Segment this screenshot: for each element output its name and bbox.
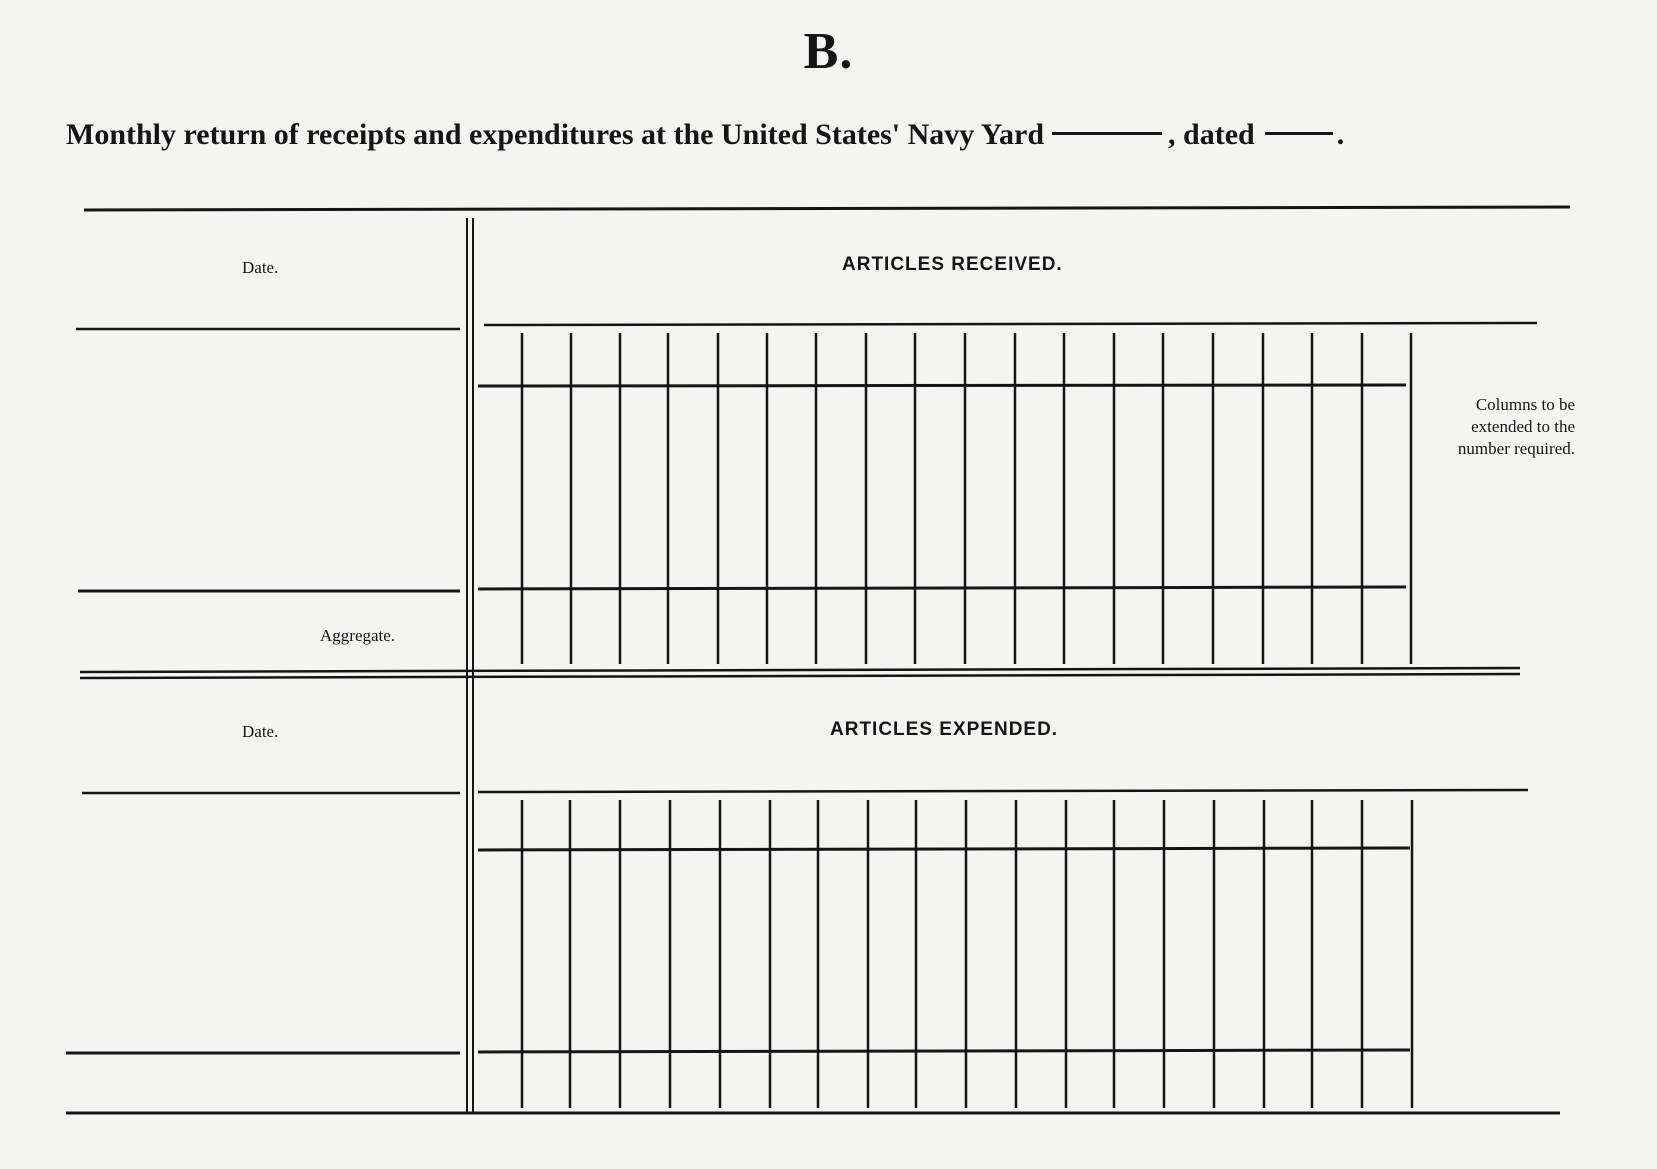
received-totals-line bbox=[478, 587, 1406, 589]
expended-columns bbox=[522, 800, 1412, 1108]
section-rule-b bbox=[80, 674, 1520, 678]
heading-letter: B. bbox=[803, 23, 854, 80]
expended-heading: ARTICLES EXPENDED. bbox=[830, 719, 1059, 740]
received-heading-underline bbox=[484, 323, 1537, 325]
expended-totals-line bbox=[478, 1050, 1410, 1052]
form-title-end: . bbox=[1336, 118, 1345, 151]
received-sub-header-line bbox=[478, 385, 1406, 386]
form-title-dated: , dated bbox=[1168, 118, 1255, 151]
columns-note-line-3: number required. bbox=[1457, 439, 1575, 458]
aggregate-label: Aggregate. bbox=[320, 626, 396, 645]
top-rule bbox=[84, 207, 1570, 210]
columns-note-line-2: extended to the bbox=[1471, 417, 1575, 436]
section-rule-a bbox=[80, 668, 1520, 672]
expended-date-label: Date. bbox=[242, 722, 279, 741]
form-title-text: Monthly return of receipts and expenditures at the United States' Navy Yard bbox=[66, 118, 1045, 151]
columns-note-line-1: Columns to be bbox=[1475, 395, 1575, 414]
received-date-label: Date. bbox=[242, 258, 279, 277]
expended-sub-header-line bbox=[478, 848, 1410, 850]
received-heading: ARTICLES RECEIVED. bbox=[842, 254, 1063, 275]
columns-note bbox=[1410, 394, 1575, 460]
received-columns bbox=[522, 333, 1411, 664]
expended-heading-underline bbox=[478, 790, 1528, 792]
